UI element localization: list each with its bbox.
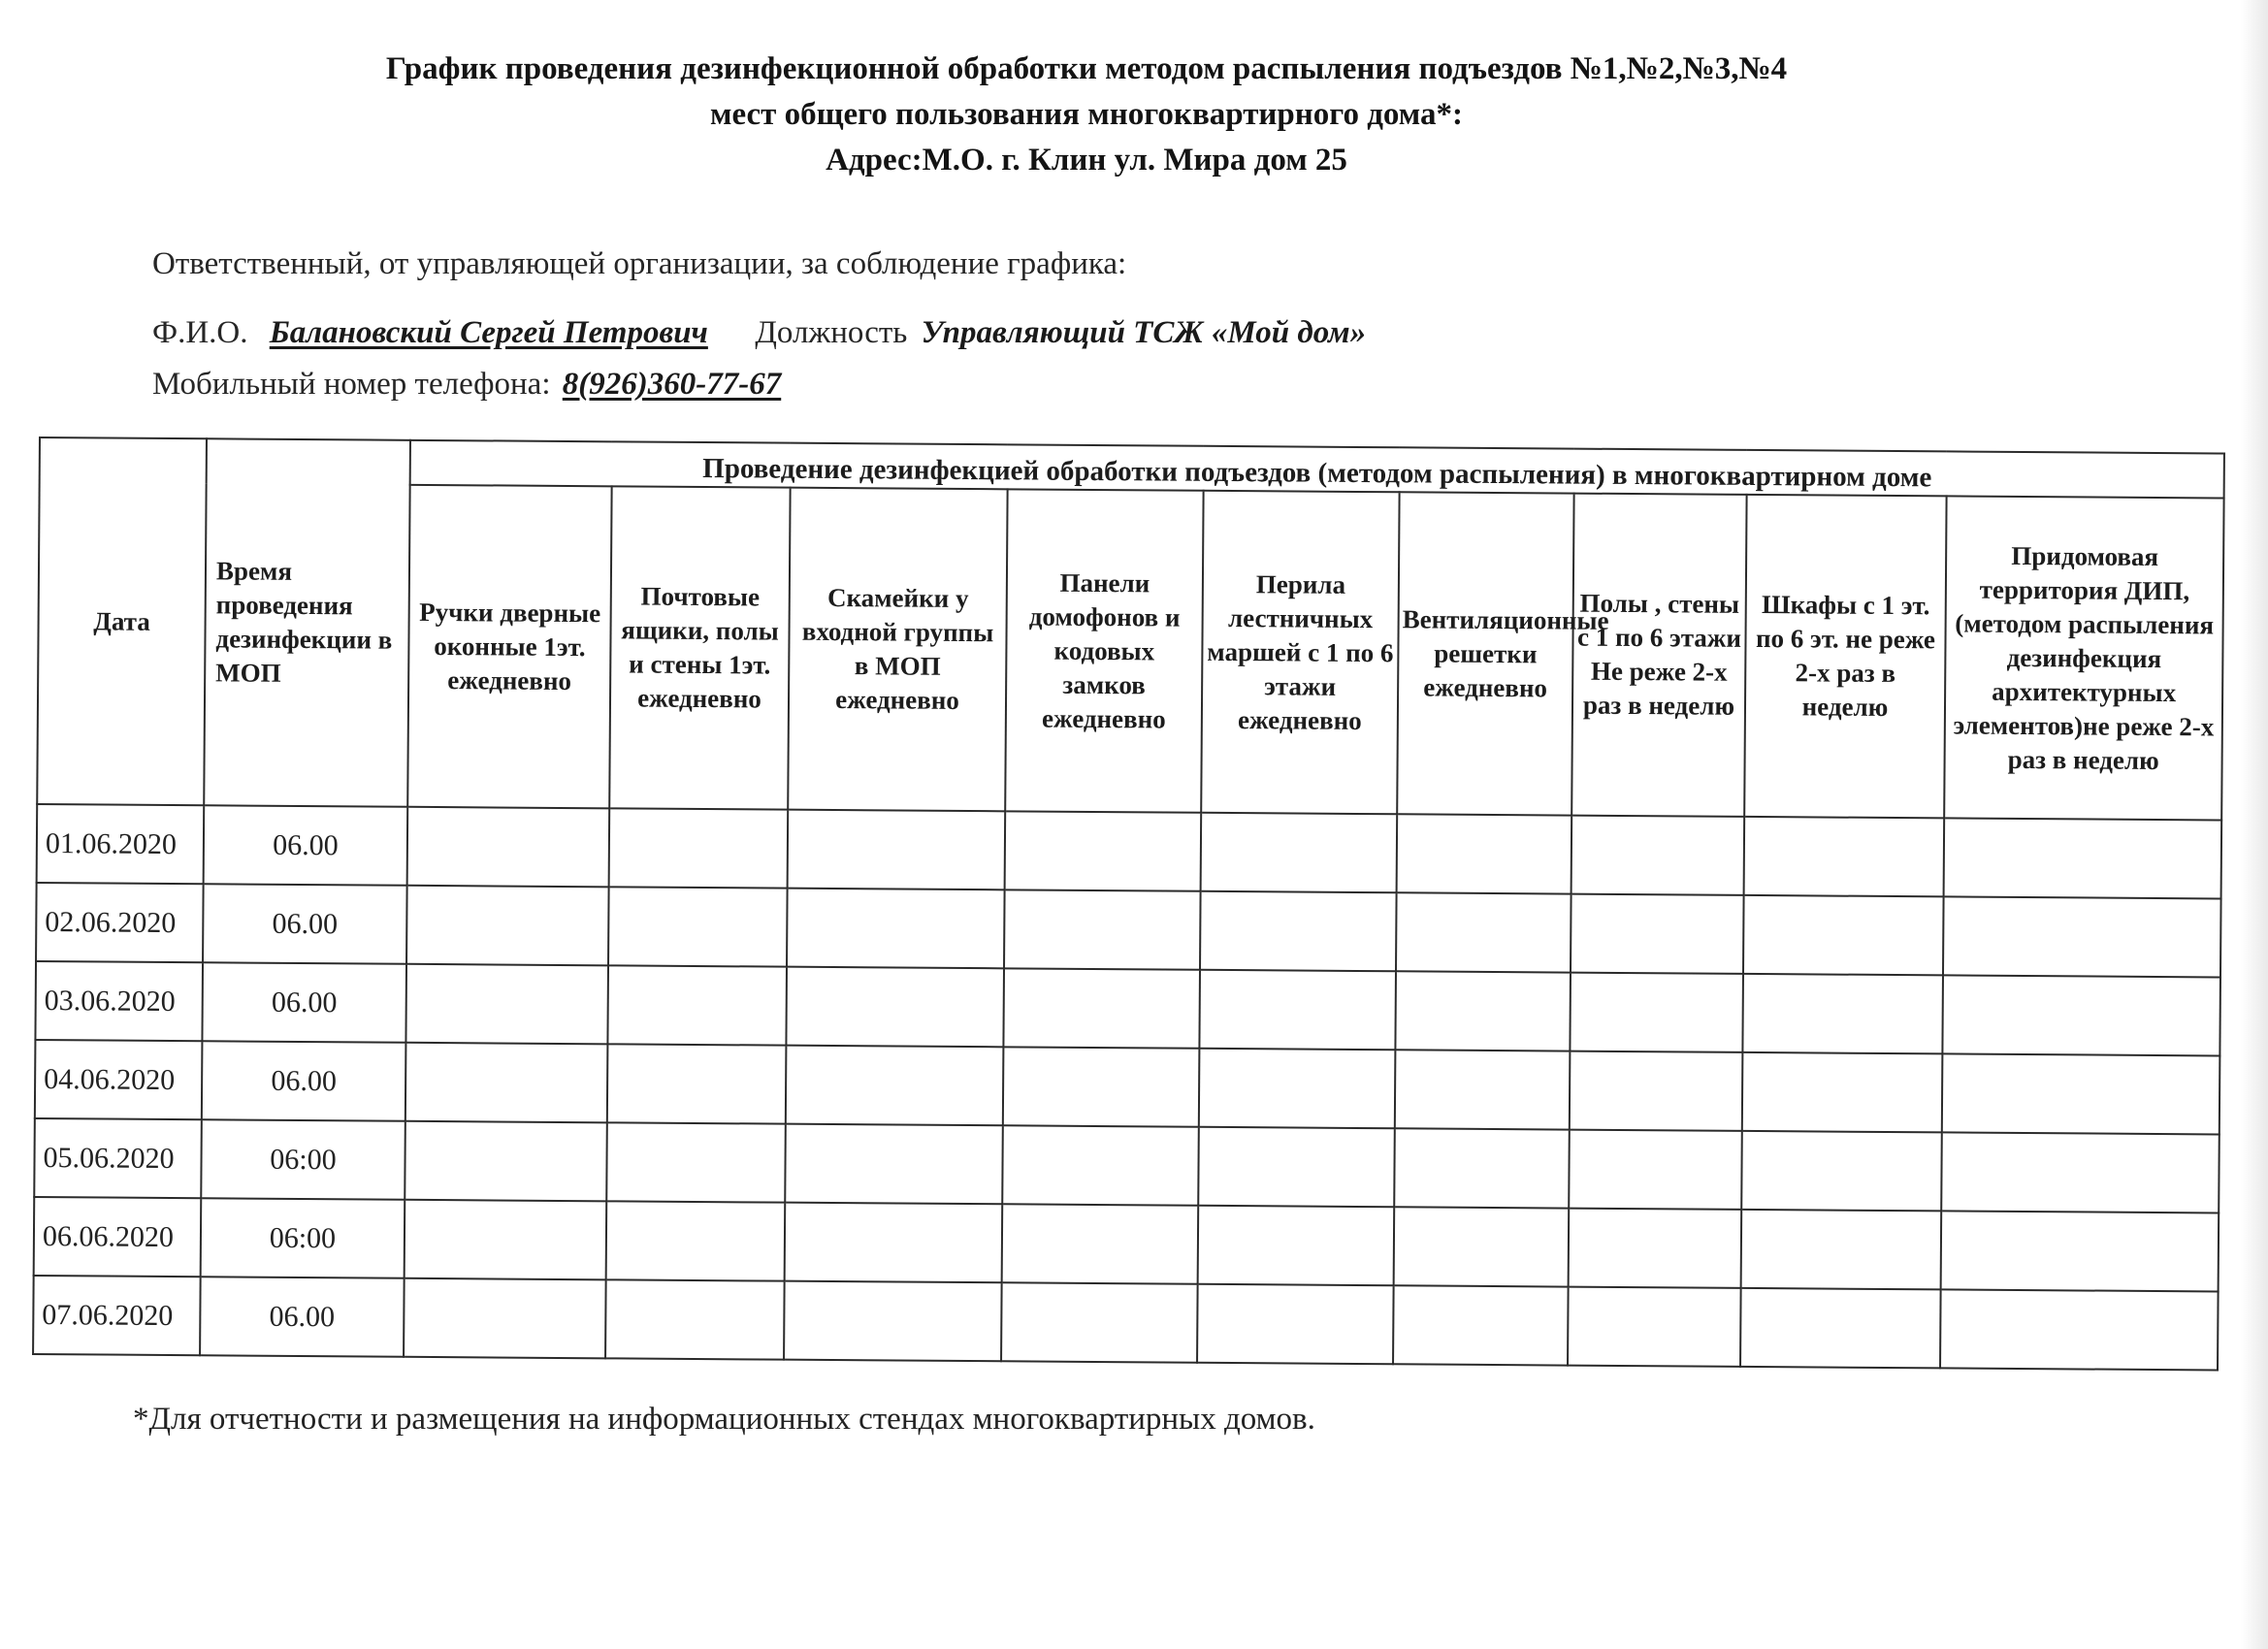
date-cell: 05.06.2020 bbox=[34, 1118, 202, 1198]
disinfection-schedule-table bbox=[32, 436, 2225, 1371]
phone-value: 8(926)360-77-67 bbox=[562, 367, 782, 402]
empty-cell bbox=[606, 1122, 786, 1202]
empty-cell bbox=[1571, 816, 1745, 895]
empty-cell bbox=[1201, 813, 1398, 892]
empty-cell bbox=[1741, 1210, 1942, 1290]
fio-line bbox=[152, 315, 1366, 351]
empty-cell bbox=[1001, 1282, 1198, 1362]
empty-cell bbox=[1002, 1204, 1199, 1283]
time-column-header: Время проведения дезинфекции в МОП bbox=[204, 438, 410, 807]
empty-cell bbox=[1568, 1287, 1741, 1367]
time-cell: 06.00 bbox=[200, 1277, 405, 1357]
empty-cell bbox=[404, 1278, 606, 1359]
time-cell: 06:00 bbox=[201, 1198, 405, 1278]
empty-cell bbox=[1570, 1051, 1743, 1131]
empty-cell bbox=[1569, 1130, 1742, 1210]
date-cell: 06.06.2020 bbox=[34, 1197, 202, 1277]
table-row bbox=[33, 1276, 2219, 1371]
empty-cell bbox=[606, 1201, 786, 1280]
empty-cell bbox=[785, 1124, 1003, 1205]
column-header-benches: Скамейки у входной группы в МОП ежедневно bbox=[788, 488, 1007, 812]
empty-cell bbox=[1197, 1284, 1394, 1364]
empty-cell bbox=[784, 1281, 1002, 1362]
empty-cell bbox=[1003, 968, 1200, 1048]
address-line: Адрес:М.О. г. Клин ул. Мира дом 25 bbox=[826, 143, 1347, 178]
empty-cell bbox=[1005, 811, 1202, 890]
title-line-1: График проведения дезинфекционной обработки методом распыления подъездов №1,№2,№3,№4 bbox=[385, 51, 1788, 86]
time-cell: 06:00 bbox=[201, 1119, 405, 1200]
empty-cell bbox=[787, 889, 1005, 969]
empty-cell bbox=[609, 808, 789, 888]
empty-cell bbox=[1941, 1132, 2219, 1212]
page-edge-shadow bbox=[2241, 0, 2268, 1649]
fio-label: Ф.И.О. bbox=[152, 315, 248, 350]
empty-cell bbox=[788, 810, 1006, 890]
position-label: Должность bbox=[755, 315, 908, 350]
table-header-row bbox=[40, 437, 2224, 499]
empty-cell bbox=[1394, 1128, 1570, 1208]
empty-cell bbox=[405, 964, 608, 1045]
empty-cell bbox=[1742, 974, 1943, 1054]
column-header-door-handles: Ручки дверные оконные 1эт. ежедневно bbox=[407, 485, 611, 809]
column-header-mailboxes: Почтовые ящики, полы и стены 1эт. ежедневно bbox=[609, 486, 790, 809]
empty-cell bbox=[1942, 1053, 2220, 1134]
date-column-header: Дата bbox=[37, 437, 207, 805]
column-header-railings: Перила лестничных маршей с 1 по 6 этажи ежедневно bbox=[1201, 491, 1399, 814]
date-cell: 01.06.2020 bbox=[37, 804, 205, 884]
empty-cell bbox=[1397, 814, 1572, 893]
date-cell: 04.06.2020 bbox=[35, 1040, 203, 1119]
empty-cell bbox=[786, 1046, 1004, 1126]
date-cell: 03.06.2020 bbox=[35, 961, 203, 1041]
date-cell: 07.06.2020 bbox=[33, 1276, 201, 1355]
empty-cell bbox=[405, 1121, 607, 1202]
empty-cell bbox=[406, 886, 609, 966]
empty-cell bbox=[1003, 1047, 1200, 1126]
column-header-intercom-panels: Панели домофонов и кодовых замков ежедневно bbox=[1005, 489, 1203, 812]
position-value: Управляющий ТСЖ «Мой дом» bbox=[921, 315, 1367, 350]
empty-cell bbox=[1004, 889, 1201, 969]
time-cell: 06.00 bbox=[204, 805, 408, 886]
phone-line bbox=[152, 367, 781, 403]
empty-cell bbox=[1198, 1127, 1395, 1207]
empty-cell bbox=[405, 1043, 608, 1123]
empty-cell bbox=[1395, 971, 1571, 1051]
empty-cell bbox=[1394, 1207, 1570, 1286]
date-cell: 02.06.2020 bbox=[36, 883, 204, 962]
time-cell: 06.00 bbox=[202, 1041, 406, 1121]
fio-value: Балановский Сергей Петрович bbox=[269, 315, 708, 350]
title-line-2: мест общего пользования многоквартирного дома*: bbox=[709, 97, 1463, 132]
empty-cell bbox=[608, 887, 788, 966]
empty-cell bbox=[1198, 1206, 1395, 1285]
empty-cell bbox=[605, 1279, 785, 1359]
empty-cell bbox=[1944, 818, 2222, 898]
empty-cell bbox=[407, 807, 610, 888]
empty-cell bbox=[1941, 1211, 2219, 1291]
column-header-floors-walls: Полы , стены с 1 по 6 этажи Не реже 2-х раз в неделю bbox=[1571, 494, 1746, 817]
empty-cell bbox=[405, 1200, 607, 1280]
empty-cell bbox=[1743, 895, 1944, 976]
empty-cell bbox=[786, 967, 1004, 1048]
empty-cell bbox=[1199, 970, 1396, 1050]
empty-cell bbox=[1742, 1052, 1943, 1133]
empty-cell bbox=[1570, 973, 1743, 1052]
empty-cell bbox=[607, 965, 787, 1045]
empty-cell bbox=[1943, 896, 2221, 977]
responsible-intro: Ответственный, от управляющей организации, за соблюдение графика: bbox=[152, 246, 1127, 281]
empty-cell bbox=[1744, 817, 1945, 897]
time-cell: 06.00 bbox=[203, 884, 407, 964]
empty-cell bbox=[785, 1203, 1003, 1283]
empty-cell bbox=[1940, 1289, 2219, 1370]
empty-cell bbox=[1395, 1050, 1571, 1129]
empty-cell bbox=[1571, 894, 1744, 974]
column-header-territory: Придомовая территория ДИП, (методом распыления дезинфекция архитектурных элементов)не реже 2-х раз в неделю bbox=[1944, 496, 2224, 820]
empty-cell bbox=[1569, 1209, 1742, 1288]
empty-cell bbox=[1396, 892, 1571, 972]
group-column-header: Проведение дезинфекцией обработки подъездов (методом распыления) в многоквартирном доме bbox=[410, 440, 2224, 499]
empty-cell bbox=[1393, 1285, 1569, 1365]
footnote: *Для отчетности и размещения на информационных стендах многоквартирных домов. bbox=[133, 1402, 1315, 1437]
empty-cell bbox=[1741, 1131, 1942, 1212]
empty-cell bbox=[1200, 891, 1397, 971]
time-cell: 06.00 bbox=[202, 962, 406, 1043]
phone-label: Мобильный номер телефона: bbox=[152, 367, 551, 402]
document-title bbox=[175, 47, 1998, 183]
empty-cell bbox=[1199, 1049, 1396, 1128]
column-header-ventilation: Вентиляционные решетки ежедневно bbox=[1397, 492, 1573, 815]
empty-cell bbox=[1002, 1125, 1199, 1205]
column-header-cabinets: Шкафы с 1 эт. по 6 эт. не реже 2-х раз в неделю bbox=[1744, 495, 1946, 819]
empty-cell bbox=[1942, 975, 2220, 1055]
empty-cell bbox=[1740, 1288, 1941, 1369]
empty-cell bbox=[607, 1044, 787, 1123]
